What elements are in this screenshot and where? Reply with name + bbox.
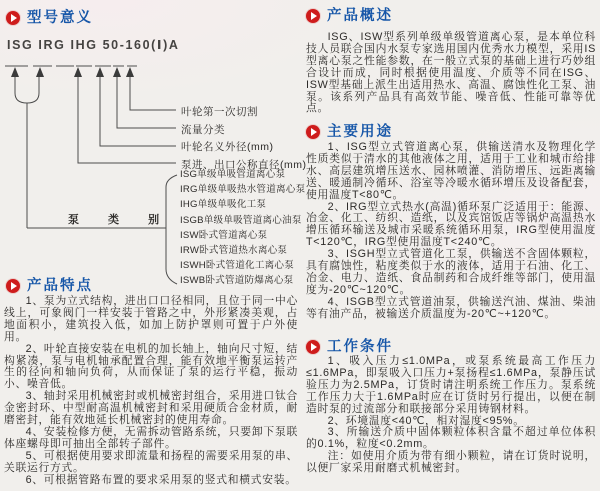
callout-impeller-first-cut: 叶轮第一次切割: [181, 106, 258, 118]
play-icon: [306, 340, 320, 354]
callout-port-diameter: 泵进、出口公称直径(mm): [181, 159, 307, 171]
callout-impeller-diameter: 叶轮名义外径(mm): [181, 141, 274, 153]
play-triangle-icon: [311, 343, 317, 351]
section-header-model: [6, 10, 93, 26]
pump-category-item: ISW卧式管道离心泵: [180, 229, 268, 241]
play-triangle-icon: [11, 14, 17, 22]
uses-body: [306, 142, 596, 321]
section-title-features: 产品特点: [27, 278, 93, 294]
section-title-uses: 主要用途: [327, 124, 393, 140]
section-title-overview: 产品概述: [327, 8, 393, 24]
play-triangle-icon: [311, 12, 317, 20]
conditions-note: 注：如使用介质为带有细小颗粒，请在订货时说明，以便厂家采用耐磨式机械密封。: [306, 450, 596, 475]
overview-paragraph: ISG、ISW型系列单级单级管道离心泵，是本单位科技人员联合国内水泵专家选用国内优秀水力模型，采用IS型离心泵之性能参数，在一般立式泵的基础上进行巧妙组合设计而成，同时根据使用温度、介质等不同在ISG、ISW型基础上派生出适用热水、高温、腐蚀性化工泵、油泵。该系列产品具有高效节能、噪音低、性能可靠等优点。: [306, 31, 596, 115]
section-title-conditions: 工作条件: [327, 339, 393, 355]
pump-category-item: ISGB单级单吸管道离心油泵: [180, 214, 302, 226]
callout-flow-class: 流量分类: [181, 124, 225, 136]
uses-paragraph-4: 4、ISGB型立式管道油泵，供输送汽油、煤油、柴油等有油产品，被输送介质温度为-20℃~+120℃。: [306, 295, 596, 320]
model-code: ISG IRG IHG 50-160(Ⅰ)A: [7, 38, 180, 52]
section-header-conditions: [306, 339, 393, 355]
features-paragraph-3: 3、轴封采用机械密封或机械密封组合，采用进口钛合金密封环、中型耐高温机械密封和采用硬质合金材质，耐磨密封，能有效地延长机械密封的使用寿命。: [4, 390, 298, 427]
section-header-features: [6, 278, 93, 294]
play-icon: [306, 125, 320, 139]
section-title-model: 型号意义: [27, 10, 93, 26]
features-paragraph-2: 2、叶轮直接安装在电机的加长轴上，轴向尺寸短，结构紧凑，泵与电机轴承配置合理，能有效地平衡泵运转产生的径向和轴向负荷，从而保证了泵的运行平稳，振动小、噪音低。: [4, 342, 298, 391]
section-header-overview: [306, 8, 393, 24]
pump-category-list: [180, 167, 306, 289]
features-body: [4, 296, 298, 487]
uses-paragraph-2: 2、IRG型立式热水(高温)循环泵广泛适用于：能源、冶金、化工、纺织、造纸，以及宾馆饭店等锅炉高温热水增压循环输送及城市采暖系统循环用泵，IRG型使用温度T<120℃，IRG型使用温度T<240℃。: [306, 200, 596, 249]
features-paragraph-4: 4、安装检修方便，无需拆动管路系统，只要卸下泵联体座螺母即可抽出全部转子部件。: [4, 425, 298, 450]
play-icon: [6, 11, 20, 25]
features-paragraph-5: 5、可根据使用要求即流量和扬程的需要采用泵的串、关联运行方式。: [4, 449, 298, 474]
conditions-paragraph-1: 1、吸入压力≤1.0MPa，或泵系统最高工作压力≤1.6MPa，即泵吸入口压力+泵扬程≤1.6MPa，泵静压试验压力为2.5MPa，订货时请注明系统工作压力。泵系统工作压力大于1.6MPa时应在订货时另行提出，以便在制造时泵的过流部分和联接部分采用铸钢材料。: [306, 355, 596, 415]
conditions-paragraph-3: 3、所输送介质中固体颗粒体积含量不超过单位体积的0.1%，粒度<0.2mm。: [306, 426, 596, 451]
uses-paragraph-3: 3、ISGH型立式管道化工泵，供输送不含固体颗粒，具有腐蚀性，粘度类似于水的液体，适用于石油、化工、冶金、电力、造纸、食品制药和合成纤维等部门，使用温度为-20℃~120℃。: [306, 248, 596, 296]
section-header-uses: [306, 124, 393, 140]
play-icon: [306, 9, 320, 23]
play-triangle-icon: [11, 282, 17, 290]
overview-body: [306, 32, 596, 115]
pump-category-item: ISWH卧式管道化工离心泵: [180, 260, 294, 272]
pump-category-label: 泵 类 别: [68, 214, 173, 226]
features-paragraph-6: 6、可根据管路布置的要求采用泵的竖式和横式安装。: [25, 473, 297, 486]
arrowheads: [11, 67, 134, 77]
pump-category-item: IRW卧式管道热水离心泵: [180, 245, 288, 257]
play-triangle-icon: [311, 128, 317, 136]
pump-category-item: ISG单级单吸管道离心泵: [180, 169, 286, 180]
pump-category-item: IHG单级单吸化工泵: [180, 199, 267, 211]
pump-category-item: IRG单级单吸热水管道离心泵: [180, 184, 306, 196]
uses-paragraph-1: 1、ISG型立式管道离心泵，供输送清水及物理化学性质类似于清水的其他液体之用，适用于工业和城市给排水、高层建筑增压送水、园林喷灌、消防增压、远距离输送、暖通制冷循环、浴室等冷暖水循环增压及设备配套，使用温度T<80℃。: [306, 141, 596, 201]
pump-category-item: ISWB卧式管道防爆离心泵: [180, 275, 294, 287]
features-paragraph-1: 1、泵为立式结构，进出口口径相同，且位于同一中心线上，可象阀门一样安装于管路之中，外形紧凑美观，占地面积小，建筑投入低，如加上防护罩则可置于户外使用。: [4, 295, 298, 343]
play-icon: [6, 279, 20, 293]
conditions-body: [306, 356, 596, 475]
conditions-paragraph-2: 2、环境温度<40℃，相对湿度<95%。: [327, 414, 525, 427]
